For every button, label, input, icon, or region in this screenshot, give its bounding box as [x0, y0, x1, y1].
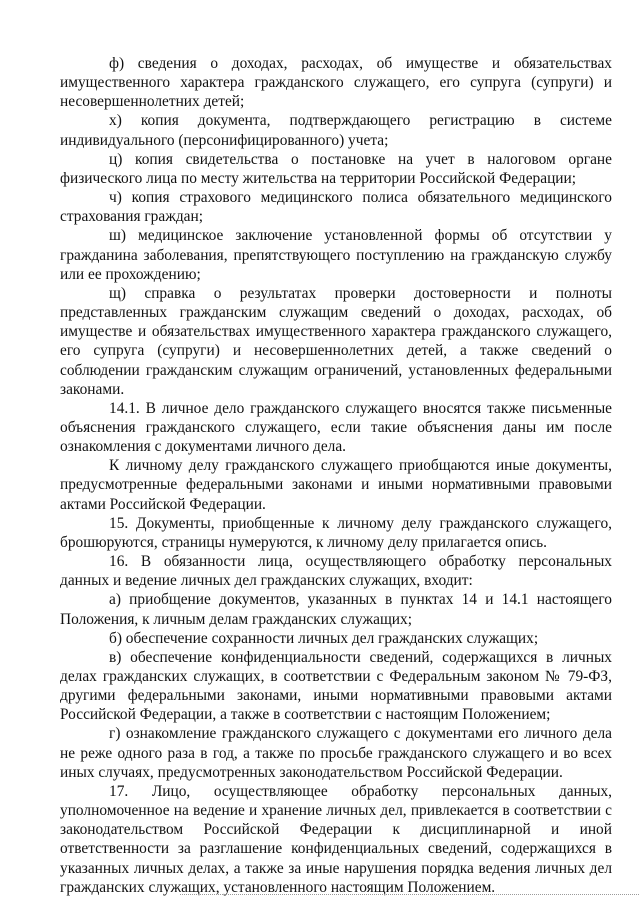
- section-16-item-b: б) обеспечение сохранности личных дел гражданских служащих;: [109, 629, 539, 647]
- section-16: 16. В обязанности лица, осуществляющего обработку персональных данных и ведение личных дел гражданских служащих, входит:: [60, 553, 612, 590]
- section-14-1: 14.1. В личное дело гражданского служащего вносятся также письменные объяснения гражданского служащего, если такие объяснения даны им после ознакомления с документами личного дела.: [60, 399, 612, 456]
- section-17: 17. Лицо, осуществляющее обработку персональных данных, уполномоченное на ведение и хранение личных дел, привлекается в соответствии с законодательством Российской Федерации к дисциплинарной и иной ответственности за разглашение конфиденциальных сведений, содержащихся в указанных личных делах, а также за иные нарушения порядка ведения личных дел гражданских служащих, установленного настоящим Положением.: [60, 782, 612, 896]
- item-ch-insurance-policy: ч) копия страхового медицинского полиса обязательного медицинского страхования граждан;: [60, 189, 612, 226]
- section-16-item-v: в) обеспечение конфиденциальности сведений, содержащихся в личных делах гражданских служащих, в соответствии с Федеральным законом № 79-ФЗ, другими федеральными законами, иными нормативными правовыми актами Российской Федерации, а также в соответствии с настоящим Положением;: [60, 648, 612, 724]
- scan-edge-line: [180, 894, 639, 895]
- section-15: 15. Документы, приобщенные к личному делу гражданского служащего, брошюруются, страницы нумеруются, к личному делу прилагается опись.: [60, 514, 612, 551]
- document-page: [60, 54, 612, 897]
- section-16-item-a: а) приобщение документов, указанных в пунктах 14 и 14.1 настоящего Положения, к личным делам гражданских служащих;: [60, 591, 612, 628]
- item-f-income-info: ф) сведения о доходах, расходах, об имуществе и обязательствах имущественного характера гражданского служащего, его супруга (супруги) и несовершеннолетних детей;: [60, 55, 612, 111]
- item-kh-registration-copy: х) копия документа, подтверждающего регистрацию в системе индивидуального (персонифицированного) учета;: [60, 112, 612, 149]
- section-16-item-g: г) ознакомление гражданского служащего с документами его личного дела не реже одного раза в год, а также по просьбе гражданского служащего и во всех иных случаях, предусмотренных законодательством Российской Федерации.: [60, 725, 612, 781]
- item-shch-verification-report: щ) справка о результатах проверки достоверности и полноты представленных гражданским служащим сведений о доходах, расходах, об имуществе и обязательствах имущественного характера гражданского служащего, его супруга (супруги) и несовершеннолетних детей, а также сведений о соблюдении гражданским служащим ограничений, установленных федеральными законами.: [60, 284, 612, 398]
- item-sh-medical-report: ш) медицинское заключение установленной формы об отсутствии у гражданина заболевания, препятствующего поступлению на гражданскую службу или ее прохождению;: [60, 227, 612, 283]
- item-ts-tax-certificate: ц) копия свидетельства о постановке на учет в налоговом органе физического лица по месту жительства на территории Российской Федерации;: [60, 150, 612, 187]
- section-14-1-other-documents: К личному делу гражданского служащего приобщаются иные документы, предусмотренные федеральными законами и иными нормативными правовыми актами Российской Федерации.: [60, 457, 612, 513]
